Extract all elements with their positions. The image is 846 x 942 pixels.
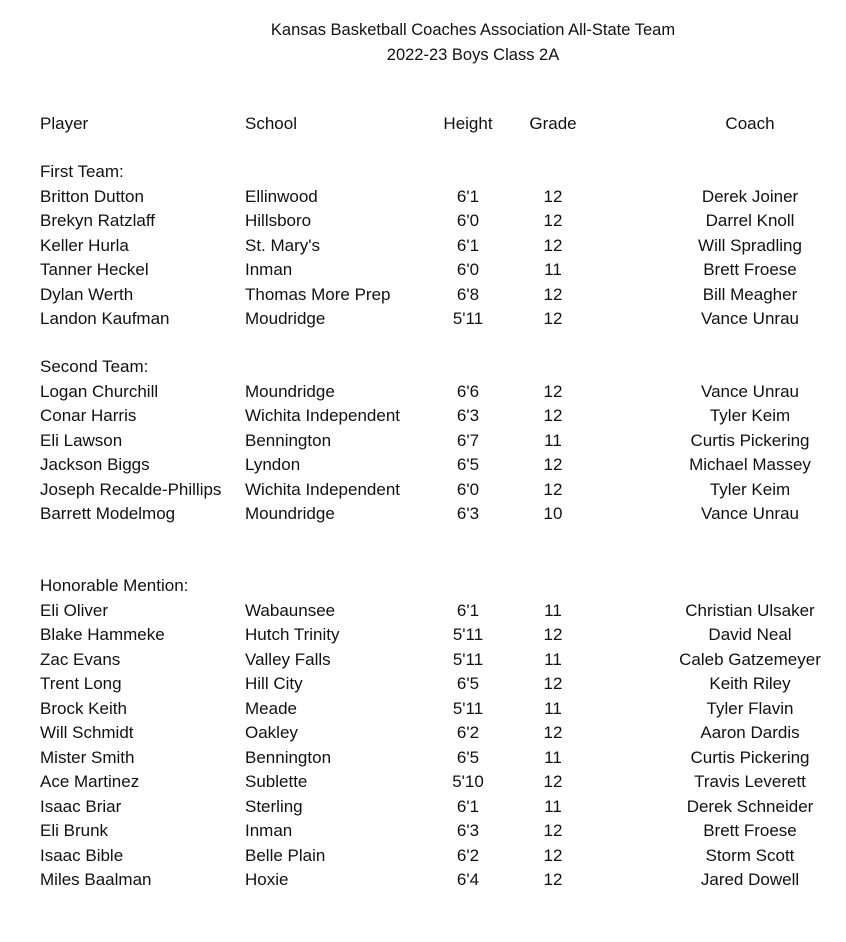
cell-coach: Bill Meagher [702,284,798,304]
table-row [0,258,846,282]
cell-school: Meade [245,698,297,718]
cell-school: Inman [245,260,293,279]
cell-grade: 12 [543,674,563,693]
cell-coach: Brett Froese [703,821,797,840]
cell-grade: 12 [543,284,563,304]
cell-coach: Derek Schneider [686,796,814,816]
cell-school: Moundridge [245,504,335,523]
section-label: Honorable Mention: [40,576,189,595]
cell-grade: 11 [544,747,562,767]
cell-height: 6'6 [456,381,480,401]
cell-grade: 12 [543,870,563,889]
cell-coach: Vance Unrau [701,504,799,523]
header-row [0,112,846,136]
cell-coach: Will Spradling [698,235,802,255]
cell-school: Bennington [245,430,332,450]
table-row [0,234,846,258]
cell-height: 6'3 [456,821,480,840]
cell-grade: 12 [543,309,563,328]
document-title: Kansas Basketball Coaches Association All-State Team [270,21,676,39]
cell-height: 6'8 [456,284,480,304]
cell-height: 6'1 [456,235,480,255]
cell-coach: Christian Ulsaker [685,600,815,620]
cell-height: 5'11 [452,698,484,718]
cell-grade: 12 [543,211,563,230]
table-row [0,429,846,453]
cell-height: 6'4 [456,870,480,889]
cell-grade: 12 [543,625,563,644]
table-row [0,672,846,696]
cell-school: Moudridge [245,309,326,328]
header-player: Player [40,114,89,133]
cell-height: 6'5 [456,747,480,767]
cell-player: Brekyn Ratzlaff [40,211,155,230]
cell-player: Barrett Modelmog [40,504,176,523]
cell-school: Hoxie [245,870,289,889]
table-row [0,599,846,623]
cell-player: Jackson Biggs [40,455,150,474]
cell-school: Oakley [245,723,298,742]
cell-height: 5'10 [452,772,484,791]
cell-height: 5'11 [452,625,484,644]
cell-coach: Derek Joiner [701,186,799,206]
cell-school: Ellinwood [245,186,318,206]
cell-school: Hill City [245,674,303,693]
table-row [0,868,846,892]
cell-grade: 11 [544,796,562,816]
table-row [0,746,846,770]
cell-player: Brock Keith [40,698,127,718]
cell-height: 6'0 [456,211,480,230]
cell-coach: Michael Massey [689,455,811,474]
cell-player: Landon Kaufman [40,309,170,328]
cell-grade: 10 [543,504,563,523]
cell-coach: Jared Dowell [700,870,800,889]
table-row [0,307,846,331]
cell-height: 6'0 [456,479,480,499]
table-row [0,697,846,721]
cell-coach: Vance Unrau [701,309,799,328]
cell-school: Inman [245,821,293,840]
cell-coach: Caleb Gatzemeyer [679,649,821,669]
cell-coach: Brett Froese [703,260,797,279]
cell-player: Mister Smith [40,747,135,767]
cell-player: Conar Harris [40,406,137,425]
cell-height: 6'1 [456,600,480,620]
cell-height: 6'1 [456,186,480,206]
cell-school: Sublette [245,772,308,791]
cell-player: Isaac Bible [40,845,124,865]
table-row [0,185,846,209]
header-grade: Grade [529,114,577,133]
cell-player: Ace Martinez [40,772,140,791]
cell-coach: Tyler Keim [709,406,791,425]
cell-grade: 12 [543,406,563,425]
cell-school: Lyndon [245,455,301,474]
cell-player: Zac Evans [40,649,121,669]
cell-player: Joseph Recalde-Phillips [40,479,222,499]
cell-player: Keller Hurla [40,235,129,255]
header-school: School [245,114,297,133]
table-row [0,770,846,794]
cell-player: Blake Hammeke [40,625,165,644]
cell-height: 5'11 [452,649,484,669]
table-row [0,795,846,819]
cell-player: Isaac Briar [40,796,122,816]
cell-grade: 12 [543,455,563,474]
cell-player: Will Schmidt [40,723,134,742]
cell-school: Wabaunsee [245,600,336,620]
cell-height: 6'3 [456,504,480,523]
table-row [0,380,846,404]
table-row [0,453,846,477]
cell-coach: Vance Unrau [701,381,799,401]
cell-grade: 11 [544,260,562,279]
cell-coach: Darrel Knoll [705,211,795,230]
table-row [0,721,846,745]
cell-grade: 12 [543,479,563,499]
cell-player: Trent Long [40,674,122,693]
cell-height: 6'3 [456,406,480,425]
cell-player: Tanner Heckel [40,260,149,279]
cell-grade: 11 [544,600,562,620]
cell-coach: Aaron Dardis [700,723,800,742]
table-row [0,209,846,233]
cell-coach: Travis Leverett [694,772,806,791]
table-row [0,404,846,428]
cell-school: Hillsboro [245,211,312,230]
cell-player: Dylan Werth [40,284,134,304]
header-coach: Coach [725,114,775,133]
cell-height: 6'5 [456,674,480,693]
cell-coach: Curtis Pickering [690,430,810,450]
cell-grade: 12 [543,235,563,255]
table-row [0,283,846,307]
document-subtitle: 2022-23 Boys Class 2A [386,46,560,64]
cell-coach: Tyler Flavin [706,698,794,718]
cell-school: Belle Plain [245,845,326,865]
cell-school: Wichita Independent [245,406,400,425]
section-label: First Team: [40,162,124,181]
cell-coach: Storm Scott [705,845,795,865]
table-row [0,478,846,502]
table-row [0,623,846,647]
cell-grade: 12 [543,821,563,840]
cell-coach: Curtis Pickering [690,747,810,767]
cell-school: Hutch Trinity [245,625,340,644]
table-row [0,502,846,526]
cell-school: Valley Falls [245,649,331,669]
cell-height: 6'5 [456,455,480,474]
table-row [0,844,846,868]
cell-school: St. Mary's [245,235,321,255]
cell-height: 6'1 [456,796,480,816]
cell-height: 6'7 [456,430,480,450]
table-row [0,648,846,672]
cell-coach: David Neal [708,625,792,644]
cell-school: Sterling [245,796,303,816]
cell-grade: 12 [543,723,563,742]
cell-coach: Tyler Keim [709,479,791,499]
table-row [0,819,846,843]
cell-player: Miles Baalman [40,870,152,889]
cell-height: 6'0 [456,260,480,279]
cell-grade: 12 [543,381,563,401]
cell-grade: 12 [543,772,563,791]
cell-height: 6'2 [456,723,480,742]
cell-grade: 12 [543,186,563,206]
cell-school: Thomas More Prep [245,284,391,304]
cell-grade: 12 [543,845,563,865]
cell-height: 5'11 [452,309,484,328]
cell-school: Bennington [245,747,332,767]
cell-player: Logan Churchill [40,381,159,401]
cell-school: Wichita Independent [245,479,400,499]
section-label: Second Team: [40,357,149,376]
header-height: Height [443,114,493,133]
cell-grade: 11 [544,698,562,718]
cell-player: Britton Dutton [40,186,144,206]
cell-player: Eli Lawson [40,430,123,450]
cell-school: Moundridge [245,381,335,401]
cell-player: Eli Brunk [40,821,109,840]
cell-height: 6'2 [456,845,480,865]
cell-grade: 11 [544,430,562,450]
cell-player: Eli Oliver [40,600,109,620]
cell-grade: 11 [544,649,562,669]
cell-coach: Keith Riley [709,674,791,693]
